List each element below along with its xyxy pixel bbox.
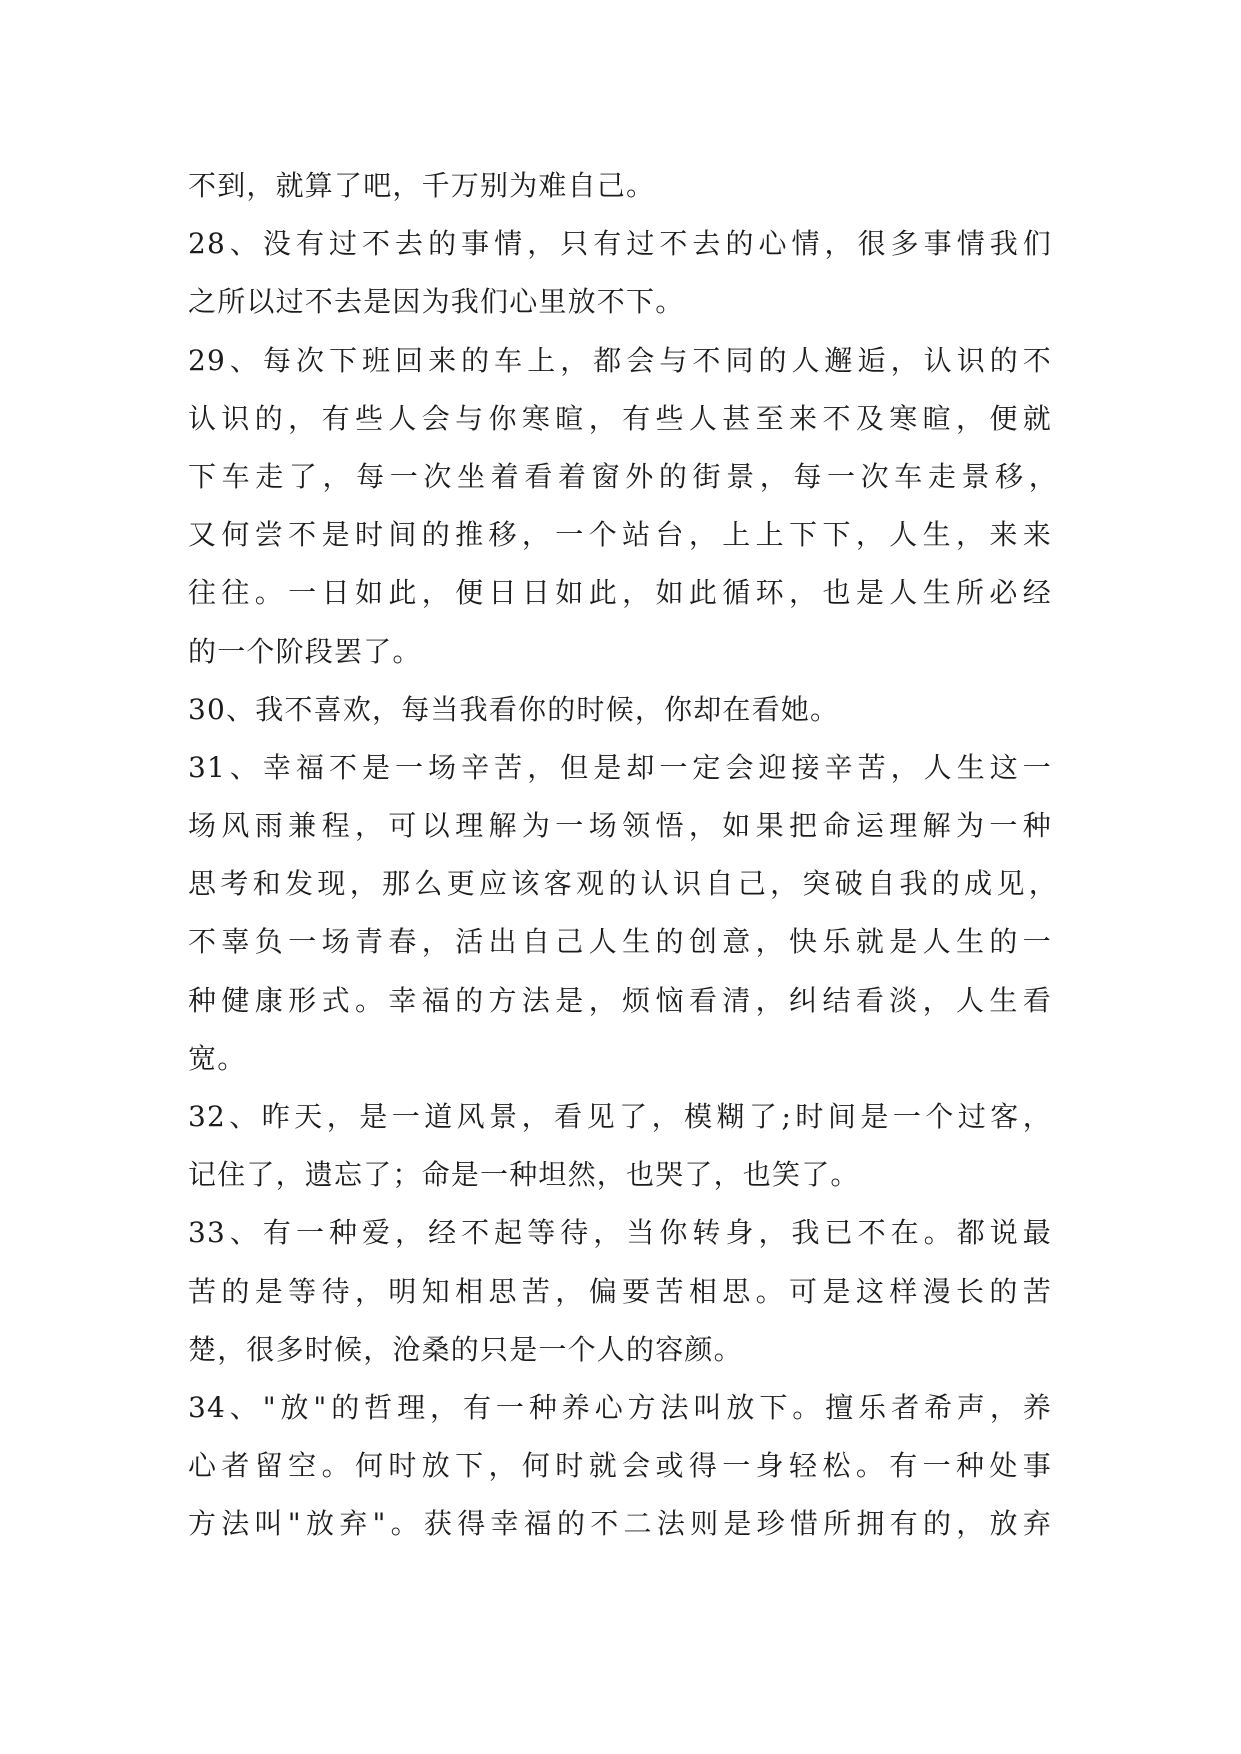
text-line: 宽。 <box>188 1041 247 1075</box>
text-line: 不到，就算了吧，千万别为难自己。 <box>188 169 656 202</box>
text-line: 31、幸福不是一场辛苦，但是却一定会迎接辛苦，人生这一 <box>188 750 1052 784</box>
paragraph-34 <box>188 1379 1052 1554</box>
text-line: 不辜负一场青春，活出自己人生的创意，快乐就是人生的一 <box>188 925 1052 959</box>
paragraph-28 <box>188 215 1052 331</box>
paragraph-31 <box>188 739 1058 1088</box>
text-line: 之所以过不去是因为我们心里放不下。 <box>188 285 685 319</box>
text-line: 楚，很多时候，沧桑的只是一个人的容颜。 <box>188 1332 743 1366</box>
text-line: 往往。一日如此，便日日如此，如此循环，也是人生所必经 <box>188 576 1052 610</box>
paragraph-32 <box>188 1088 1052 1204</box>
text-line: 种健康形式。幸福的方法是，烦恼看清，纠结看淡，人生看 <box>188 983 1052 1017</box>
paragraph-27-continued <box>188 157 1052 215</box>
text-line: 32、昨天，是一道风景，看见了，模糊了;时间是一个过客， <box>188 1100 1052 1133</box>
paragraph-29 <box>188 332 1058 681</box>
text-line: 又何尝不是时间的推移，一个站台，上上下下，人生，来来 <box>188 518 1052 552</box>
text-line: 28、没有过不去的事情，只有过不去的心情，很多事情我们 <box>188 227 1052 261</box>
text-line: 认识的，有些人会与你寒暄，有些人甚至来不及寒暄，便就 <box>188 401 1052 435</box>
text-line: 的一个阶段罢了。 <box>188 634 422 668</box>
paragraph-30 <box>188 681 1052 739</box>
paragraph-33 <box>188 1204 1052 1379</box>
text-line: 34、"放"的哲理，有一种养心方法叫放下。擅乐者希声，养 <box>188 1390 1052 1424</box>
text-line: 记住了，遗忘了；命是一种坦然，也哭了，也笑了。 <box>188 1158 860 1192</box>
body-text <box>188 157 1058 1554</box>
text-line: 29、每次下班回来的车上，都会与不同的人邂逅，认识的不 <box>188 343 1052 377</box>
text-line: 下车走了，每一次坐着看着窗外的街景，每一次车走景移， <box>188 459 1058 493</box>
text-line: 场风雨兼程，可以理解为一场领悟，如果把命运理解为一种 <box>188 809 1052 843</box>
text-line: 方法叫"放弃"。获得幸福的不二法则是珍惜所拥有的，放弃 <box>188 1507 1052 1541</box>
text-line: 30、我不喜欢，每当我看你的时候，你却在看她。 <box>188 692 840 726</box>
text-line: 思考和发现，那么更应该客观的认识自己，突破自我的成见， <box>188 867 1058 901</box>
text-line: 苦的是等待，明知相思苦，偏要苦相思。可是这样漫长的苦 <box>188 1274 1052 1308</box>
text-line: 33、有一种爱，经不起等待，当你转身，我已不在。都说最 <box>188 1216 1052 1250</box>
text-line: 心者留空。何时放下，何时就会或得一身轻松。有一种处事 <box>188 1449 1052 1483</box>
